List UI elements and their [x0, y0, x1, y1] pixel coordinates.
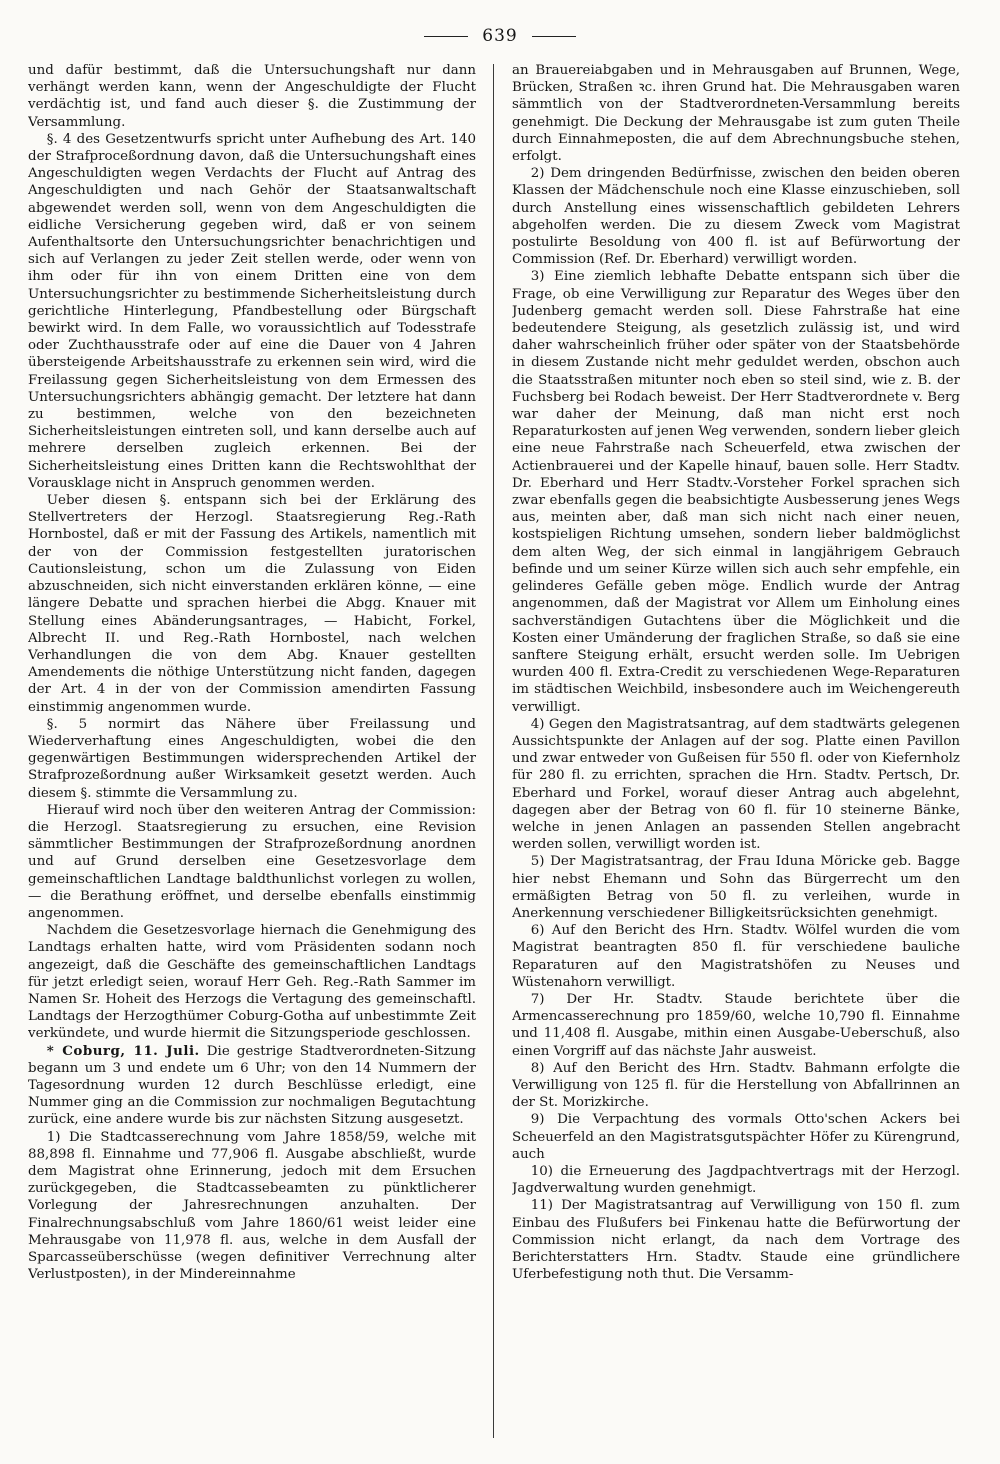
dateline: * Coburg, 11. Juli. — [46, 1042, 200, 1059]
header-dash-left — [424, 36, 468, 37]
right-column — [512, 62, 960, 1442]
paragraph: 3) Eine ziemlich lebhafte Debatte entspann sich über die Frage, ob eine Verwilligung zur Reparatur des Weges über den Judenberg gemacht werden soll. Diese Fahrstraße hat eine bedeutendere Steigung, als gesetzlich zulässig ist, und wird daher wahrscheinlich früher oder später von der Staatsbehörde in diesem Zustande nicht mehr geduldet werden, obschon auch die Staatsstraßen mitunter noch eben so steil sind, wie z. B. der Fuchsberg bei Rodach beweist. Der Herr Stadtverordnete v. Berg war daher der Meinung, daß man nicht erst noch Reparaturkosten auf jenen Weg verwenden, sondern lieber gleich eine neue Fahrstraße nach Scheuerfeld, etwa zwischen der Actienbrauerei und der Kapelle hinauf, bauen solle. Herr Stadtv. Dr. Eberhard und Herr Stadtv.-Vorsteher Forkel sprachen sich zwar ebenfalls gegen die beabsichtigte Ausbesserung jenes Wegs aus, meinten aber, daß man sich nicht nach einer neuen, kostspieligen Richtung umsehen, sondern lieber baldmöglichst dem alten Weg, der sich einmal in langjährigem Gebrauch befinde und um seiner Kürze willen sich auch sehr empfehle, ein gelinderes Gefälle geben möge. Endlich wurde der Antrag angenommen, daß der Magistrat vor Allem um Einholung eines sachverständigen Gutachtens über die Möglichkeit und die Kosten einer Umänderung der fraglichen Straße, so daß sie eine sanftere Steigung erhält, ersucht werden solle. Im Uebrigen wurden 400 fl. Extra-Credit zu verschiedenen Wege-Reparaturen im städtischen Weichbild, insbesondere auch im Weichengereuth verwilligt. — [512, 269, 960, 715]
paragraph: 11) Der Magistratsantrag auf Verwilligung von 150 fl. zum Einbau des Flußufers bei Finkenau hatte die Befürwortung der Commission nicht erlangt, da nach dem Vortrage des Berichterstatters Hrn. Stadtv. Staude eine gründlichere Uferbefestigung noth thut. Die Versamm- — [512, 1198, 960, 1283]
paragraph: an Brauereiabgaben und in Mehrausgaben auf Brunnen, Wege, Brücken, Straßen ꝛc. ihren Grund hat. Die Mehrausgaben waren sämmtlich von der Stadtverordneten-Versammlung bereits genehmigt. Die Deckung der Mehrausgabe ist zum guten Theile durch Einnahmeposten, die auf dem Abrechnungsbuche stehen, erfolgt. — [512, 63, 960, 165]
news-item — [28, 1043, 476, 1129]
page-header — [0, 26, 1000, 46]
paragraph: 2) Dem dringenden Bedürfnisse, zwischen den beiden oberen Klassen der Mädchenschule noch eine Klasse einzuschieben, soll durch Anstellung eines wissenschaftlich gebildeten Lehrers abgeholfen werden. Die zu diesem Zweck vom Magistrat postulirte Besoldung von 400 fl. ist auf Befürwortung der Commission (Ref. Dr. Eberhard) verwilligt worden. — [512, 166, 960, 268]
paragraph: 7) Der Hr. Stadtv. Staude berichtete über die Armencasserechnung pro 1859/60, welche 10,790 fl. Einnahme und 11,408 fl. Ausgabe, mithin einen Ausgabe-Ueberschuß, also einen Vorgriff auf das nächste Jahr ausweist. — [512, 991, 960, 1059]
left-column — [28, 62, 476, 1442]
paragraph: 5) Der Magistratsantrag, der Frau Iduna Möricke geb. Bagge hier nebst Ehemann und Sohn das Bürgerrecht um den ermäßigten Betrag von 50 fl. zu verleihen, wurde in Anerkennung verschiedener Billigkeitsrücksichten genehmigt. — [512, 854, 960, 921]
paragraph: Hierauf wird noch über den weiteren Antrag der Commission: die Herzogl. Staatsregierung zu ersuchen, eine Revision sämmtlicher Bestimmungen der Strafprozeßordnung anordnen und auf Grund derselben eine Gesetzesvorlage dem gemeinschaftlichen Landtage baldthunlichst vorlegen zu wollen, — die Berathung eröffnet, und derselbe ebenfalls einstimmig angenommen. — [28, 802, 476, 921]
paragraph: §. 4 des Gesetzentwurfs spricht unter Aufhebung des Art. 140 der Strafproceßordnung davon, daß die Untersuchungshaft eines Angeschuldigten wegen Verdachts der Flucht auf Antrag des Angeschuldigten und nach Gehör der Staatsanwaltschaft abgewendet werden soll, wenn von dem Angeschuldigten die eidliche Versicherung gegeben wird, daß er von seinem Aufenthaltsorte den Untersuchungsrichter benachrichtigen und sich auf Verlangen zu jeder Zeit stellen werde, oder wenn von ihm oder für ihn von einem Dritten eine von dem Untersuchungsrichter zu bestimmende Sicherheitsleistung durch gerichtliche Hinterlegung, Pfandbestellung oder Bürgschaft bewirkt wird. In dem Falle, wo voraussichtlich auf Todesstrafe oder Zuchthausstrafe oder auf eine die Dauer von 4 Jahren übersteigende Arbeitshausstrafe zu erkennen sein wird, wird die Freilassung gegen Sicherheitsleistung von dem Ermessen des Untersuchungsrichters abhängig gemacht. Der letztere hat dann zu bestimmen, welche von den bezeichneten Sicherheitsleistungen eintreten soll, und kann derselbe auch auf mehrere derselben zugleich erkennen. Bei der Sicherheitsleistung eines Dritten kann die Rechtswohlthat der Vorausklage nicht in Anspruch genommen werden. — [28, 131, 476, 491]
paragraph: 8) Auf den Bericht des Hrn. Stadtv. Bahmann erfolgte die Verwilligung von 125 fl. für die Herstellung von Abfallrinnen an der St. Morizkirche. — [512, 1060, 960, 1111]
paragraph: 9) Die Verpachtung des vormals Otto'schen Ackers bei Scheuerfeld an den Magistratsgutspächter Höfer zu Kürengrund, auch — [512, 1112, 960, 1162]
paragraph: Die gestrige Stadtverordneten-Sitzung begann um 3 und endete um 6 Uhr; von den 14 Nummern der Tagesordnung wurden 12 durch Beschlüsse erledigt, eine Nummer ging an die Commission zur nochmaligen Begutachtung zurück, eine andere wurde bis zur nächsten Sitzung ausgesetzt. — [28, 1043, 476, 1128]
paragraph: 4) Gegen den Magistratsantrag, auf dem stadtwärts gelegenen Aussichtspunkte der Anlagen auf der sog. Platte einen Pavillon und zwar entweder von Gußeisen für 550 fl. oder von Kiefernholz für 280 fl. zu errichten, sprachen die Hrn. Stadtv. Pertsch, Dr. Eberhard und Forkel, worauf dieser Antrag auch abgelehnt, dagegen aber der Betrag von 60 fl. für 10 steinerne Bänke, welche in jenen Anlagen an passenden Stellen angebracht werden sollen, verwilligt worden ist. — [512, 716, 960, 853]
page-number: 639 — [482, 26, 518, 46]
header-dash-right — [532, 36, 576, 37]
paragraph: Nachdem die Gesetzesvorlage hiernach die Genehmigung des Landtags erhalten hatte, wird vom Präsidenten sodann noch angezeigt, daß die Geschäfte des gemeinschaftlichen Landtags für jetzt erledigt seien, worauf Herr Geh. Reg.-Rath Sammer im Namen Sr. Hoheit des Herzogs die Vertagung des gemeinschaftl. Landtags der Herzogthümer Coburg-Gotha auf unbestimmte Zeit verkündete, und wurde hiermit die Sitzungsperiode geschlossen. — [28, 923, 476, 1042]
paragraph: 6) Auf den Bericht des Hrn. Stadtv. Wölfel wurden die vom Magistrat beantragten 850 fl. für verschiedene bauliche Reparaturen auf den Magistratshöfen zu Neuses und Wüstenahorn verwilligt. — [512, 923, 960, 990]
paragraph: und dafür bestimmt, daß die Untersuchungshaft nur dann verhängt werden kann, wenn der Angeschuldigte der Flucht verdächtig ist, und fand auch dieser §. die Zustimmung der Versammlung. — [28, 63, 476, 130]
paragraph: 10) die Erneuerung des Jagdpachtvertrags mit der Herzogl. Jagdverwaltung wurden genehmigt. — [512, 1164, 960, 1197]
paragraph: §. 5 normirt das Nähere über Freilassung und Wiederverhaftung eines Angeschuldigten, wobei die den gegenwärtigen Bestimmungen widersprechenden Artikel der Strafprozeßordnung außer Wirksamkeit gesetzt werden. Auch diesem §. stimmte die Versammlung zu. — [28, 716, 476, 801]
column-divider — [493, 64, 494, 1438]
paragraph: 1) Die Stadtcasserechnung vom Jahre 1858/59, welche mit 88,898 fl. Einnahme und 77,906 fl. Ausgabe abschließt, wurde dem Magistrat ohne Erinnerung, jedoch mit dem Ersuchen zurückgegeben, die Stadtcassebeamten zu pünktlicherer Vorlegung der Jahresrechnungen anzuhalten. Der Finalrechnungsabschluß vom Jahre 1860/61 weist leider eine Mehrausgabe von 11,978 fl. aus, welche in dem Ausfall der Sparcasseüberschüsse (wegen definitiver Verrechnung alter Verlustposten), in der Mindereinnahme — [28, 1129, 476, 1283]
paragraph: Ueber diesen §. entspann sich bei der Erklärung des Stellvertreters der Herzogl. Staatsregierung Reg.-Rath Hornbostel, daß er mit der Fassung des Artikels, namentlich mit der von der Commission festgestellten juratorischen Cautionsleistung, schon um die Zulassung von Eiden abzuschneiden, sich nicht einverstanden erklären könne, — eine längere Debatte und sprachen hierbei die Abgg. Knauer mit Stellung eines Abänderungsantrages, — Habicht, Forkel, Albrecht II. und Reg.-Rath Hornbostel, nach welchen Verhandlungen die von dem Abg. Knauer gestellten Amendements die nöthige Unterstützung nicht fanden, dagegen der Art. 4 in der von der Commission amendirten Fassung einstimmig angenommen wurde. — [28, 493, 476, 715]
